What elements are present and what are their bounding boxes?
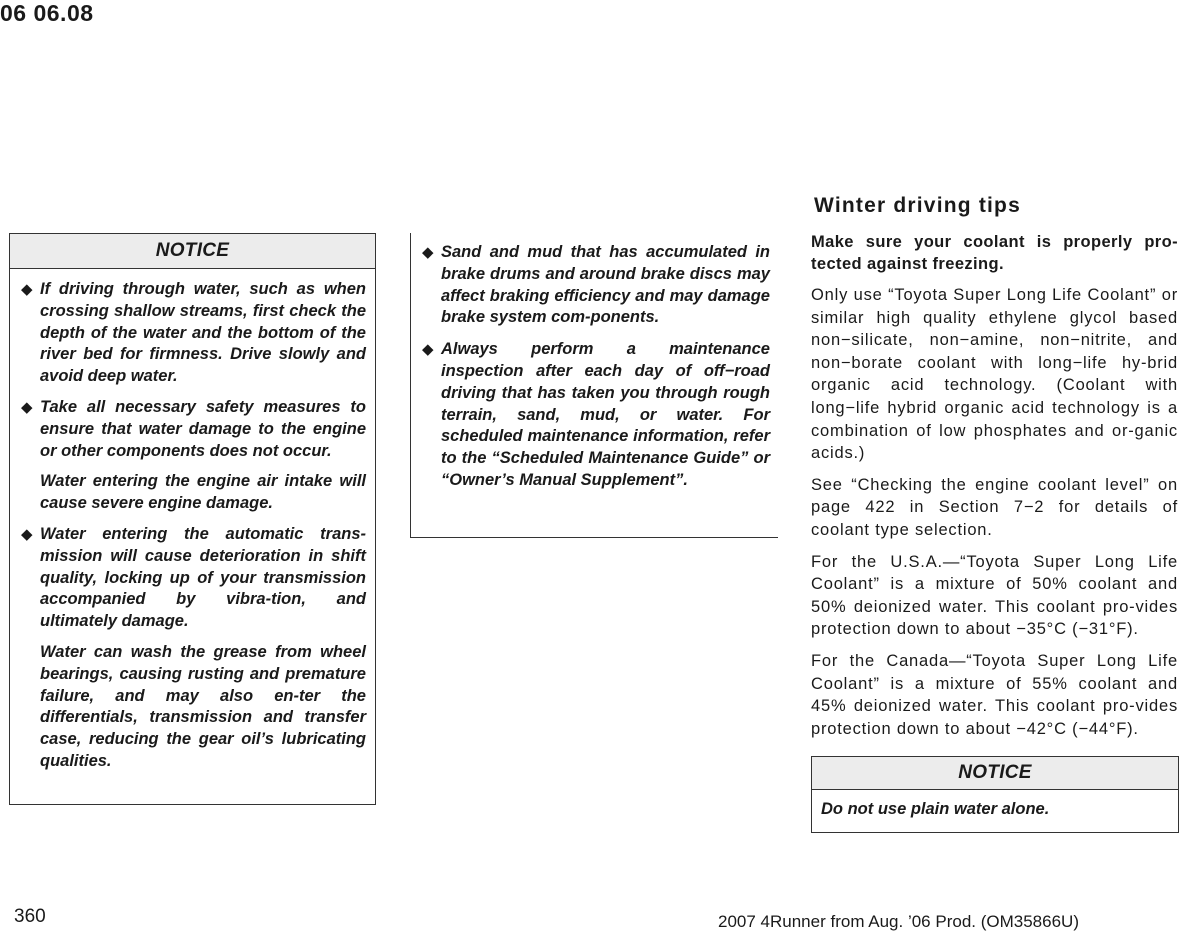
left-notice-box (9, 233, 376, 805)
body-paragraph: See “Checking the engine coolant level” on page 422 in Section 7−2 for details of coolant type selection. (811, 475, 1178, 539)
notice-bullet-text: Sand and mud that has accumulated in brake drums and around brake discs may affect braking efficiency and may damage brake system com-ponents. (441, 243, 770, 327)
page-number: 360 (14, 906, 46, 927)
body-paragraph: For the U.S.A.—“Toyota Super Long Life Coolant” is a mixture of 50% coolant and 50% deionized water. This coolant pro-vides protection down to about −35°C (−31°F). (811, 552, 1178, 639)
diamond-bullet-icon: ◆ (21, 281, 33, 298)
notice-bullet-text: Always perform a maintenance inspection after each day of off−road driving that has taken you through rough terrain, sand, mud, or water. For scheduled maintenance information, refer to the “Scheduled Maintenance Guide” or “Owner’s Manual Supplement”. (441, 340, 770, 489)
diamond-bullet-icon: ◆ (21, 525, 33, 543)
diamond-bullet-icon: ◆ (21, 398, 33, 416)
notice-bullet-text: Take all necessary safety measures to ensure that water damage to the engine or other components does not occur. (40, 397, 366, 460)
notice-bullet-item (417, 339, 770, 492)
diamond-bullet-icon: ◆ (422, 341, 434, 359)
notice-sub-paragraph: Water can wash the grease from wheel bearings, causing rusting and premature failure, and may also en-ter the differentials, transmission and transfer case, reducing the gear oil’s lubricating qualities. (40, 642, 366, 770)
body-paragraph: Only use “Toyota Super Long Life Coolant” or similar high quality ethylene glycol based non−silicate, non−amine, non−nitrite, and non−borate coolant with long−life hy-brid organic acid technology. (Coolant with long−life hybrid organic acid technology is a combination of low phosphates and or-ganic acids.) (811, 286, 1178, 463)
middle-notice-box (410, 233, 778, 538)
notice-bullet-item (16, 397, 366, 462)
notice-title: NOTICE (812, 757, 1178, 790)
body-paragraph: For the Canada—“Toyota Super Long Life Coolant” is a mixture of 55% coolant and 45% deionized water. This coolant pro-vides protection down to about −42°C (−44°F). (811, 651, 1178, 738)
lead-paragraph: Make sure your coolant is properly pro-tected against freezing. (811, 233, 1178, 273)
right-notice-box (811, 756, 1179, 833)
notice-sub-paragraph: Water entering the engine air intake will cause severe engine damage. (40, 472, 366, 513)
notice-title: NOTICE (10, 234, 375, 269)
winter-tips-body (811, 231, 1178, 749)
footer-doc-ref: 2007 4Runner from Aug. ’06 Prod. (OM35866U) (718, 912, 1079, 931)
notice-bullet-item (16, 279, 366, 388)
notice-text: Do not use plain water alone. (821, 800, 1050, 818)
notice-bullet-item (417, 242, 770, 329)
diamond-bullet-icon: ◆ (422, 244, 434, 261)
section-title: Winter driving tips (814, 194, 1021, 217)
notice-bullet-item (16, 524, 366, 633)
notice-bullet-text: Water entering the automatic trans-mission will cause deterioration in shift quality, locking up of your transmission accompanied by vibra-tion, and ultimately damage. (40, 524, 366, 631)
notice-bullet-text: If driving through water, such as when crossing shallow streams, first check the depth of the water and the bottom of the river bed for firmness. Drive slowly and avoid deep water. (40, 280, 366, 386)
header-date: 06 06.08 (0, 0, 94, 26)
